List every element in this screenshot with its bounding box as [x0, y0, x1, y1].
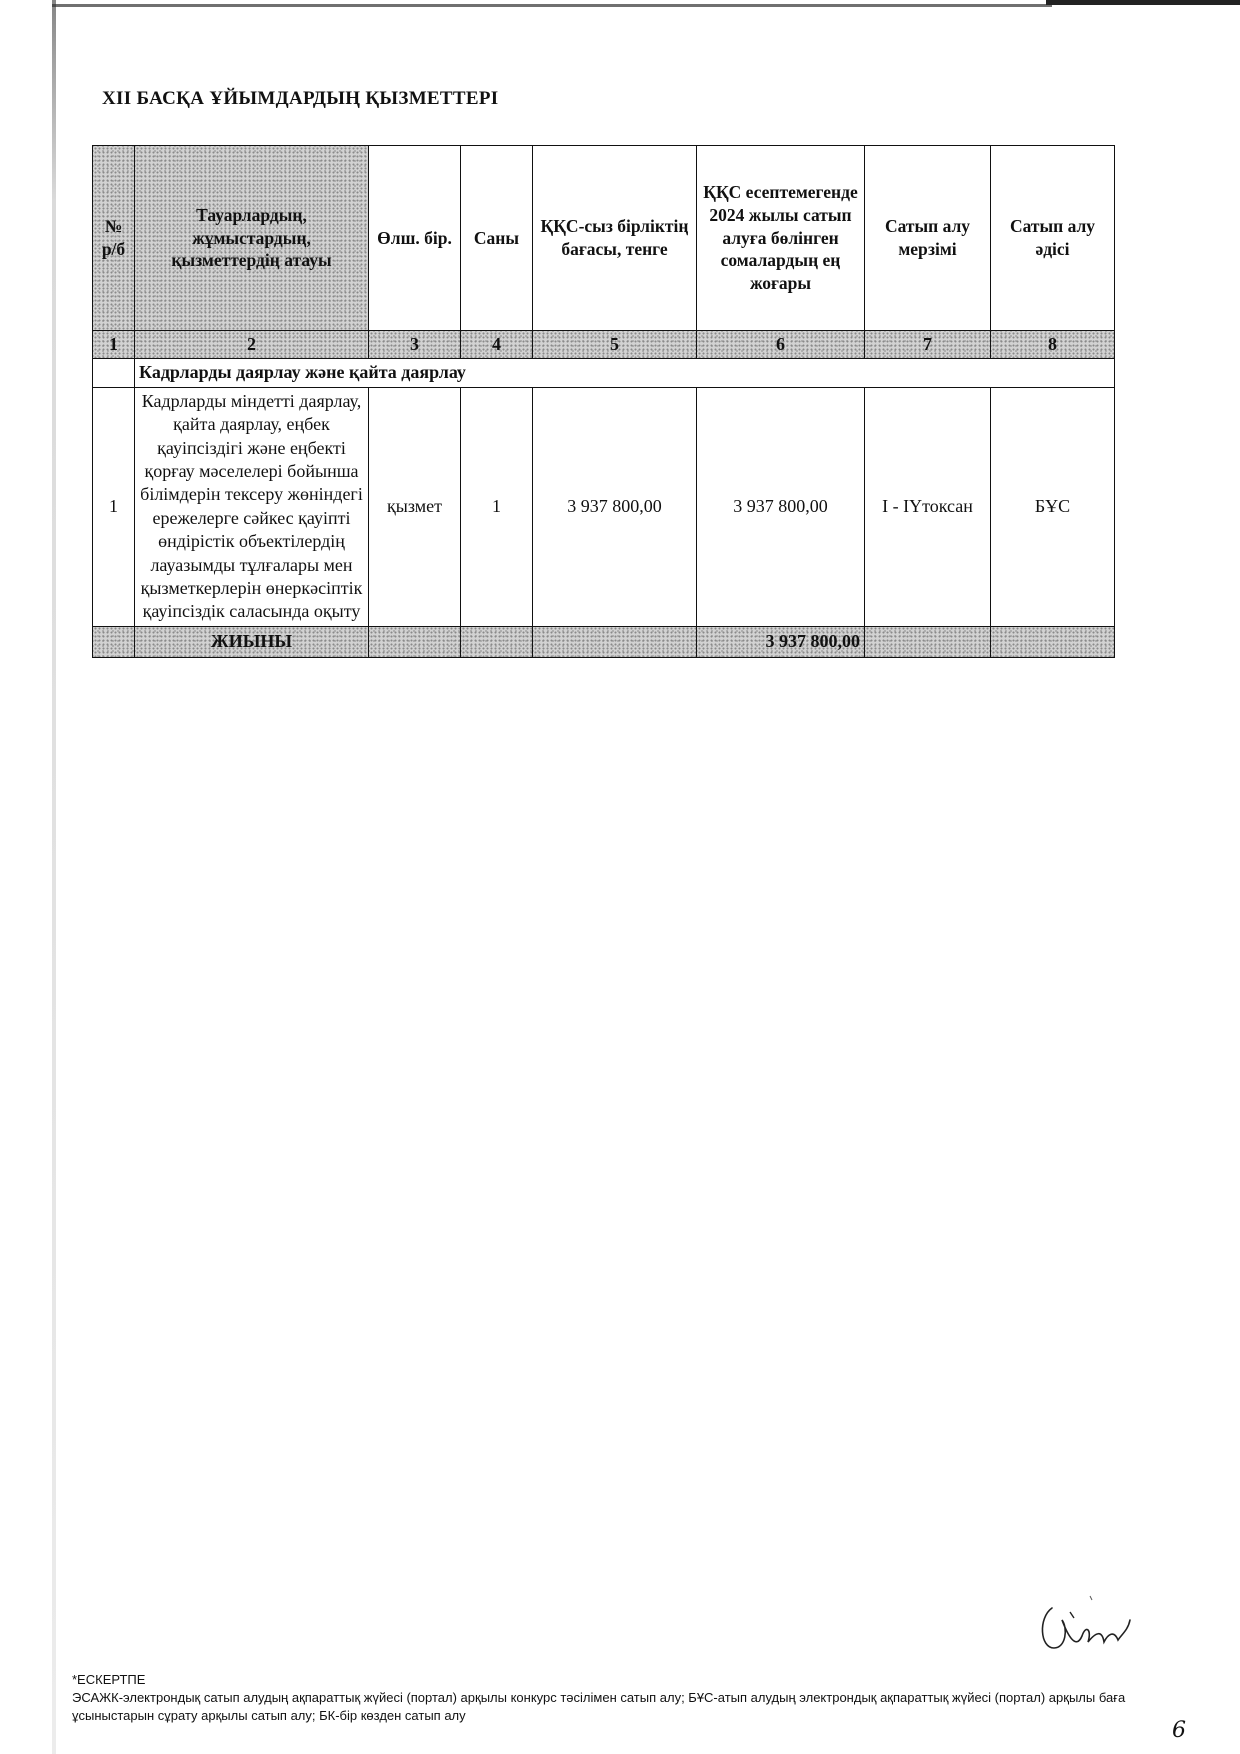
scan-edge-top-right	[1046, 0, 1240, 5]
section-title: XII БАСҚА ҰЙЫМДАРДЫҢ ҚЫЗМЕТТЕРІ	[102, 88, 499, 109]
total-amount: 3 937 800,00	[697, 626, 865, 657]
header-name: Тауарлардың, жұмыстардың, қызметтердің атауы	[135, 146, 369, 331]
header-max-amount: ҚҚС есептемегенде 2024 жылы сатып алуға бөлінген сомалардың ең жоғары	[697, 146, 865, 331]
total-label: ЖИЫНЫ	[135, 626, 369, 657]
section-label: Кадрларды даярлау және қайта даярлау	[135, 359, 1115, 387]
header-unit: Өлш. бір.	[369, 146, 461, 331]
total-cell	[369, 626, 461, 657]
scan-edge-left	[52, 0, 56, 1754]
column-number-row	[93, 331, 1115, 359]
column-number: 3	[369, 331, 461, 359]
column-number: 4	[461, 331, 533, 359]
header-period: Сатып алу мерзімі	[865, 146, 991, 331]
item-name: Кадрларды міндетті даярлау, қайта даярлау, еңбек қауіпсіздігі және еңбекті қорғау мәселелері бойынша білімдерін тексеру жөніндегі ережелерге сәйкес қауіпті өндірістік объектілердің лауазымды тұлғалары мен қызметкерлерін өнеркәсіптік қауіпсіздік саласында оқыту	[135, 387, 369, 626]
column-number: 6	[697, 331, 865, 359]
page-number: 6	[1172, 1718, 1186, 1743]
footnote-title: *ЕСКЕРТПЕ	[72, 1672, 146, 1687]
column-number: 2	[135, 331, 369, 359]
table-row	[93, 387, 1115, 626]
procurement-table	[92, 145, 1115, 658]
section-row-spacer	[93, 359, 135, 387]
header-number: № р/б	[93, 146, 135, 331]
header-row	[93, 146, 1115, 331]
total-cell	[991, 626, 1115, 657]
item-period: I - IYтоксан	[865, 387, 991, 626]
item-method: БҰС	[991, 387, 1115, 626]
header-unit-price: ҚҚС-сыз бірліктің бағасы, тенге	[533, 146, 697, 331]
total-cell	[865, 626, 991, 657]
header-method: Сатып алу әдісі	[991, 146, 1115, 331]
footnote-text: ЭСАЖК-электрондық сатып алудың ақпараттық жүйесі (портал) арқылы конкурс тәсілімен сатып алу; БҰС-атып алудың электрондық ақпараттық жүйесі (портал) арқылы баға ұсыныстарын сұрату арқылы сатып алу; БК-бір көзден сатып алу	[72, 1689, 1126, 1723]
section-row	[93, 359, 1115, 387]
total-cell	[461, 626, 533, 657]
footnote	[72, 1671, 1172, 1725]
item-max-amount: 3 937 800,00	[697, 387, 865, 626]
scan-edge-top	[52, 4, 1052, 7]
item-unit: қызмет	[369, 387, 461, 626]
header-quantity: Саны	[461, 146, 533, 331]
total-cell	[533, 626, 697, 657]
item-unit-price: 3 937 800,00	[533, 387, 697, 626]
row-number: 1	[93, 387, 135, 626]
signature-mark	[1032, 1590, 1132, 1660]
item-quantity: 1	[461, 387, 533, 626]
total-cell	[93, 626, 135, 657]
column-number: 5	[533, 331, 697, 359]
total-row	[93, 626, 1115, 657]
column-number: 8	[991, 331, 1115, 359]
column-number: 7	[865, 331, 991, 359]
column-number: 1	[93, 331, 135, 359]
